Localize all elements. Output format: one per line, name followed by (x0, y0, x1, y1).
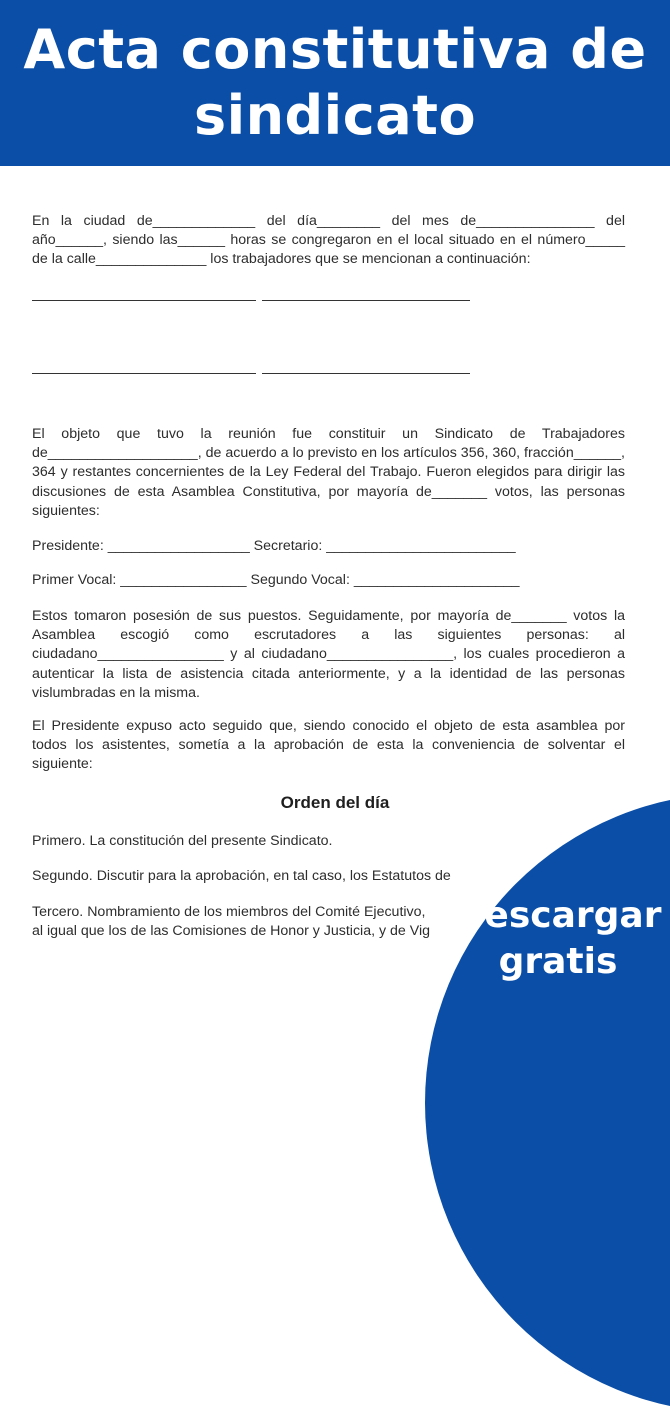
signature-blank (262, 373, 470, 374)
page-title-line-2: sindicato (193, 84, 477, 147)
download-label-line-2: gratis (498, 941, 618, 982)
download-label-line-1: Descargar (454, 895, 662, 936)
orden-del-dia-heading: Orden del día (280, 793, 390, 812)
paragraph-posesion-text: Estos tomaron posesión de sus puestos. Seguidamente, por mayoría de_______ votos la Asamblea escogió como escrutadores a las siguientes personas: al ciudadano________________ y al ciudadano________________, los cuales procedieron a autenticar la lista de asistencia citada anteriormente, y a la identidad de las personas vislumbradas en la misma. (32, 608, 625, 701)
vocales-line: Primer Vocal: ________________ Segundo Vocal: _____________________ (32, 572, 520, 588)
orden-item-3-line-2: al igual que los de las Comisiones de Honor y Justicia, y de Vig (32, 923, 430, 939)
presidente-secretario-line: Presidente: __________________ Secretario: ________________________ (32, 538, 516, 554)
orden-item-1: Primero. La constitución del presente Sindicato. (32, 833, 333, 849)
paragraph-objeto-text: El objeto que tuvo la reunión fue constituir un Sindicato de Trabajadores de___________________, de acuerdo a lo previsto en los artículos 356, 360, fracción______, 364 y restantes concernientes de la Ley Federal del Trabajo. Fueron elegidos para dirigir las discusiones de esta Asamblea Constitutiva, por mayoría de_______ votos, las personas siguientes: (32, 426, 625, 519)
orden-item-3-line-1: Tercero. Nombramiento de los miembros del Comité Ejecutivo, (32, 904, 426, 920)
paragraph-intro: En la ciudad de_____________ del día________ del mes de_______________ del año______, siendo las______ horas se congregaron en el local situado en el número_____ de la calle______________ los trabajadores que se mencionan a continuación: (32, 213, 625, 268)
paragraph-objeto (32, 425, 625, 521)
document-intro (32, 212, 625, 270)
paragraph-presidente (32, 717, 625, 775)
paragraph-presidente-text: El Presidente expuso acto seguido que, siendo conocido el objeto de esta asamblea por todos los asistentes, sometía a la aprobación de esta la conveniencia de solventar el siguiente: (32, 718, 625, 773)
signature-blank (32, 373, 256, 374)
page-title-line-1: Acta constitutiva de (23, 18, 647, 81)
signature-blank (32, 300, 256, 301)
title-banner (0, 0, 670, 166)
paragraph-posesion (32, 607, 625, 703)
download-button[interactable] (438, 893, 670, 985)
signature-row-1 (32, 300, 472, 302)
orden-item-2: Segundo. Discutir para la aprobación, en tal caso, los Estatutos de (32, 868, 451, 884)
signature-blank (262, 300, 470, 301)
signature-row-2 (32, 373, 472, 375)
